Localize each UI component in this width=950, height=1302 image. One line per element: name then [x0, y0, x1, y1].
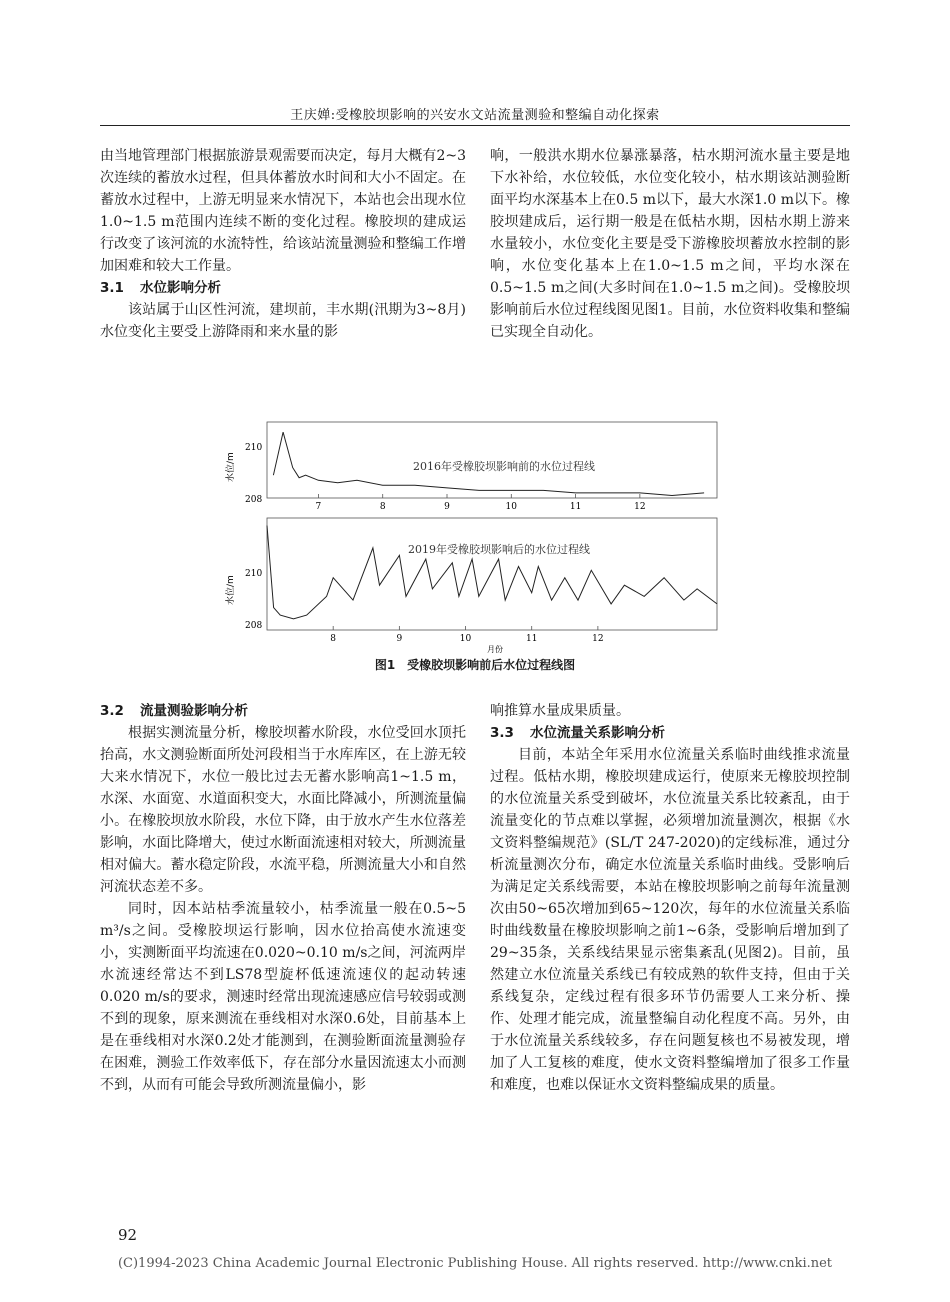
x-axis-label: 月份: [487, 645, 503, 654]
section-title: 水位流量关系影响分析: [530, 725, 665, 741]
x-tick-label: 12: [592, 634, 604, 644]
x-tick-label: 10: [459, 634, 472, 644]
x-tick-label: 12: [634, 502, 646, 512]
running-title: 王庆婵:受橡胶坝影响的兴安水文站流量测验和整编自动化探索: [290, 108, 660, 123]
x-tick-label: 11: [525, 634, 538, 644]
left-column-bottom: [100, 700, 466, 1096]
x-tick-label: 7: [315, 502, 322, 512]
section-number: 3.1: [100, 280, 124, 296]
header-rule: [100, 125, 850, 126]
section-heading-3-2: [100, 700, 466, 722]
section-number: 3.3: [490, 725, 514, 741]
paragraph: 该站属于山区性河流，建坝前，丰水期(汛期为3~8月)水位变化主要受上游降雨和来水量的影: [100, 302, 466, 340]
y-tick-label: 208: [245, 621, 263, 631]
paragraph: 目前，本站全年采用水位流量关系临时曲线推求流量过程。低枯水期，橡胶坝建成运行，使原来无橡胶坝控制的水位流量关系受到破坏，水位流量关系比较紊乱，由于流量变化的节点难以掌握，必须增加流量测次，根据《水文资料整编规范》(SL/T 247-2020)的定线标准，通过分析流量测次分布，确定水位流量关系临时曲线。受影响后为满足定关系线需要，本站在橡胶坝影响之前每年流量测次由50~65次增加到65~120次，每年的水位流量关系临时曲线数量在橡胶坝影响之前1~6条，受影响后增加到了29~35条，关系线结果显示密集紊乱(见图2)。目前，虽然建立水位流量关系线已有较成熟的软件支持，但由于关系线复杂，定线过程有很多环节仍需要人工来分析、操作、处理才能完成，流量整编自动化程度不高。另外，由于水位流量关系线较多，存在问题复核也不易被发现，增加了人工复核的难度，使水文资料整编增加了很多工作量和难度，也难以保证水文资料整编成果的质量。: [490, 747, 850, 1093]
paragraph: 同时，因本站枯季流量较小，枯季流量一般在0.5~5 m³/s之间。受橡胶坝运行影响，因水位抬高使水流速变小，实测断面平均流速在0.020~0.10 m/s之间，河流两岸水流速经常达不到LS78型旋杯低速流速仪的起动转速0.020 m/s的要求，测速时经常出现流速感应信号较弱或测不到的现象，原来测流在垂线相对水深0.6处，目前基本上是在垂线相对水深0.2处才能测到，在测验断面流量测验存在困难，测验工作效率低下，存在部分水量因流速太小而测不到，从而有可能会导致所测流量偏小，影: [100, 901, 466, 1093]
x-tick-label: 9: [396, 634, 403, 644]
figure-caption: 图1 受橡胶坝影响前后水位过程线图: [374, 658, 576, 672]
paragraph: 响推算水量成果质量。: [490, 703, 630, 719]
panel-label: 2016年受橡胶坝影响前的水位过程线: [413, 460, 595, 473]
y-tick-label: 210: [245, 443, 263, 453]
panel-2019: [225, 518, 717, 654]
copyright-footer: (C)1994-2023 China Academic Journal Electronic Publishing House. All rights reserved. http://www.cnki.net: [117, 1256, 833, 1271]
right-column-bottom: [490, 700, 850, 1096]
right-column-top: [490, 145, 850, 343]
paragraph: 由当地管理部门根据旅游景观需要而决定，每月大概有2~3次连续的蓄放水过程，但具体蓄放水时间和大小不固定。在蓄放水过程中，上游无明显来水情况下，本站也会出现水位1.0~1.5 m范围内连续不断的变化过程。橡胶坝的建成运行改变了该河流的水流特性，给该站流量测验和整编工作增加困难和较大工作量。: [100, 148, 466, 274]
paragraph: 根据实测流量分析，橡胶坝蓄水阶段，水位受回水顶托抬高，水文测验断面所处河段相当于水库库区，在上游无较大来水情况下，水位一般比过去无蓄水影响高1~1.5 m，水深、水面宽、水道面积变大，水面比降减小，所测流量偏小。在橡胶坝放水阶段，水位下降，由于放水产生水位落差影响，水面比降增大，使过水断面流速相对较大，所测流量相对偏大。蓄水稳定阶段，水流平稳，所测流量大小和自然河流状态差不多。: [100, 725, 466, 895]
x-tick-label: 10: [505, 502, 518, 512]
x-tick-label: 8: [379, 502, 386, 512]
water-level-chart: [225, 400, 725, 660]
section-heading-3-3: [490, 722, 850, 744]
panel-label: 2019年受橡胶坝影响后的水位过程线: [408, 543, 590, 556]
plot-frame: [267, 518, 717, 630]
figure-1: [225, 400, 725, 660]
y-axis-label: 水位/m: [226, 575, 236, 605]
panel-2016: [225, 422, 717, 512]
y-tick-label: 208: [245, 495, 263, 505]
section-number: 3.2: [100, 703, 124, 719]
section-title: 流量测验影响分析: [140, 703, 248, 719]
x-tick-label: 11: [569, 502, 582, 512]
page-number: 92: [118, 1226, 138, 1244]
series-line-2019: [267, 526, 717, 619]
paragraph: 响，一般洪水期水位暴涨暴落，枯水期河流水量主要是地下水补给，水位较低，水位变化较小，枯水期该站测验断面平均水深基本上在0.5 m以下，最大水深1.0 m以下。橡胶坝建成后，运行期一般是在低枯水期，因枯水期上游来水量较小，水位变化主要是受下游橡胶坝蓄放水控制的影响，水位变化基本上在1.0~1.5 m之间，平均水深在0.5~1.5 m之间(大多时间在1.0~1.5 m之间)。受橡胶坝影响前后水位过程线图见图1。目前，水位资料收集和整编已实现全自动化。: [490, 148, 850, 340]
y-tick-label: 210: [245, 569, 263, 579]
section-title: 水位影响分析: [140, 280, 221, 296]
left-column-top: [100, 145, 466, 343]
y-axis-label: 水位/m: [226, 452, 236, 482]
x-tick-label: 8: [330, 634, 337, 644]
x-tick-label: 9: [444, 502, 450, 512]
section-heading-3-1: [100, 277, 466, 299]
